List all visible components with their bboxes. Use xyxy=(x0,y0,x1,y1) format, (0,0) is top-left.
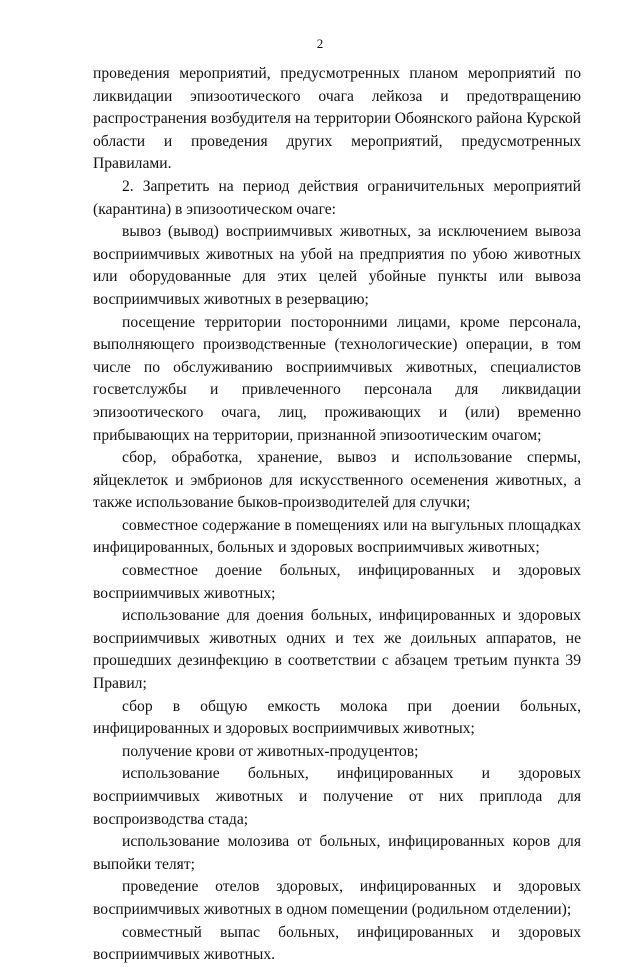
paragraph: использование больных, инфицированных и здоровых восприимчивых животных и получение от них приплода для воспроизводства стада; xyxy=(93,765,581,828)
document-body xyxy=(93,63,581,967)
paragraph: посещение территории посторонними лицами, кроме персонала, выполняющего производственные (технологические) операции, в том числе по обслуживанию восприимчивых животных, специалистов госветслужбы и привлеченного персонала для ликвидации эпизоотического очага, лиц, проживающих и (или) временно прибывающих на территории, признанной эпизоотическим очагом; xyxy=(93,313,581,444)
paragraph: сбор, обработка, хранение, вывоз и использование спермы, яйцеклеток и эмбрионов для искусственного осеменения животных, а также использование быков-производителей для случки; xyxy=(93,449,581,512)
paragraph: сбор в общую емкость молока при доении больных, инфицированных и здоровых восприимчивых животных; xyxy=(93,697,581,738)
paragraph: использование для доения больных, инфицированных и здоровых восприимчивых животных одних и тех же доильных аппаратов, не прошедших дезинфекцию в соответствии с абзацем третьим пункта 39 Правил; xyxy=(93,607,581,693)
paragraph: совместное содержание в помещениях или на выгульных площадках инфицированных, больных и здоровых восприимчивых животных; xyxy=(93,516,581,557)
page-number: 2 xyxy=(316,36,324,51)
paragraph: получение крови от животных-продуцентов; xyxy=(122,742,419,760)
paragraph: 2. Запретить на период действия ограничительных мероприятий (карантина) в эпизоотическом очаге: xyxy=(93,177,581,218)
paragraph: проведение отелов здоровых, инфицированных и здоровых восприимчивых животных в одном помещении (родильном отделении); xyxy=(93,878,581,918)
paragraph: совместное доение больных, инфицированных и здоровых восприимчивых животных; xyxy=(93,562,581,602)
paragraph: использование молозива от больных, инфицированных коров для выпойки телят; xyxy=(93,833,581,873)
paragraph: проведения мероприятий, предусмотренных планом мероприятий по ликвидации эпизоотического очага лейкоза и предотвращению распространения возбудителя на территории Обоянского района Курской области и проведения других мероприятий, предусмотренных Правилами. xyxy=(93,65,581,173)
paragraph: вывоз (вывод) восприимчивых животных, за исключением вывоза восприимчивых животных на убой на предприятия по убою животных или оборудованные для этих целей убойные пункты или вывоза восприимчивых животных в резервацию; xyxy=(93,223,581,308)
paragraph: совместный выпас больных, инфицированных и здоровых восприимчивых животных. xyxy=(93,923,581,964)
